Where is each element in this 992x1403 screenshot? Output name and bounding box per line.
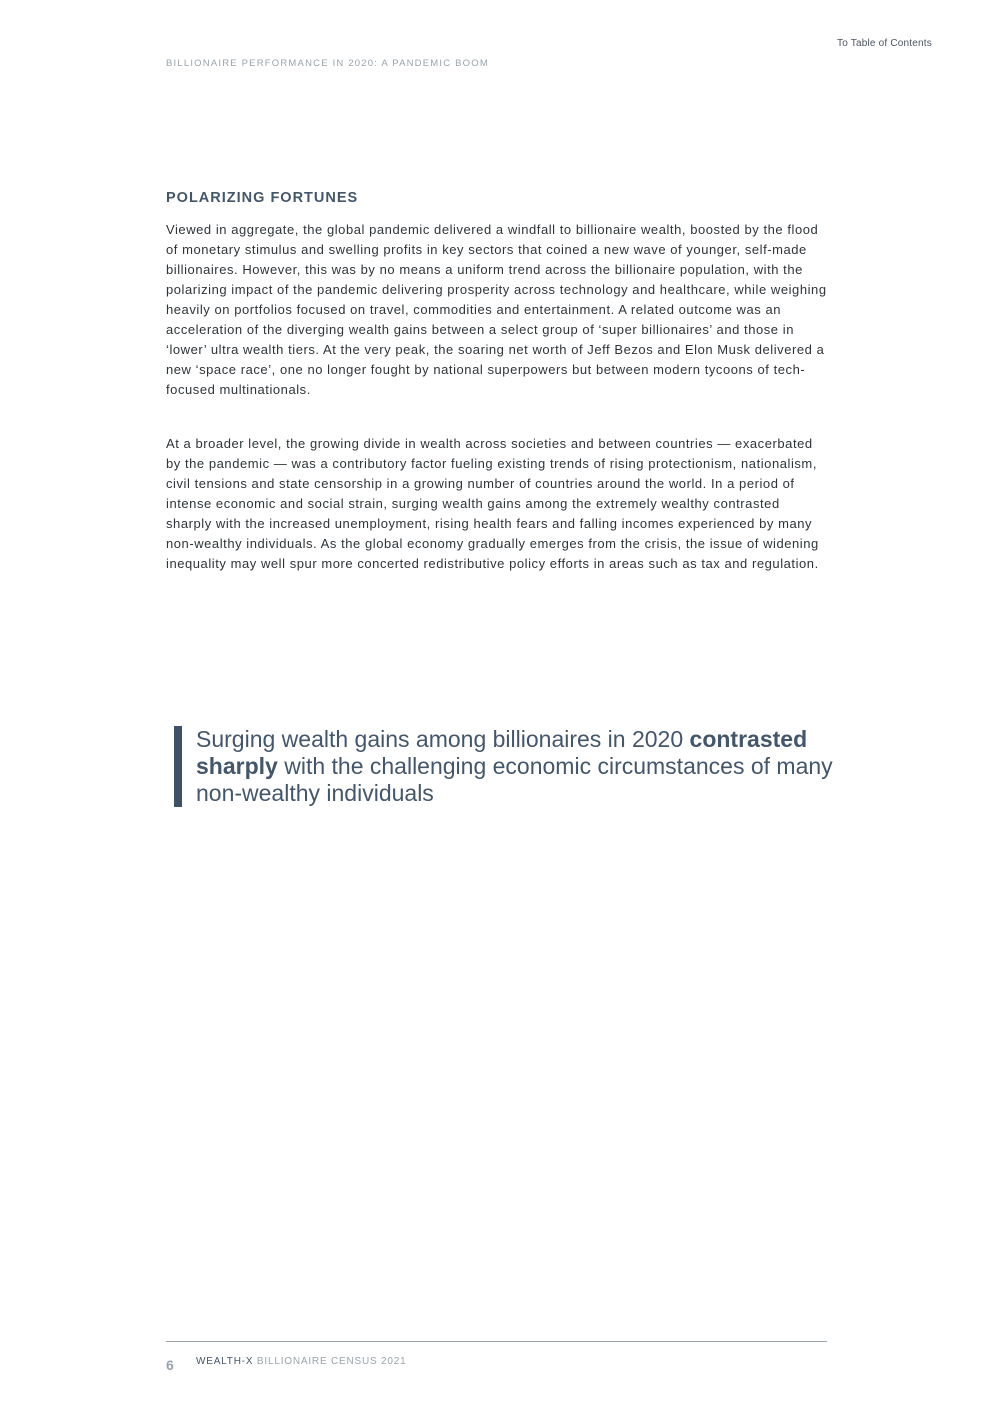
pull-quote-text: Surging wealth gains among billionaires in 2020 (196, 726, 684, 752)
pull-quote-text: with the challenging economic circumstances of many non-wealthy individuals (196, 753, 833, 806)
footer-title-text: BILLIONAIRE CENSUS 2021 (256, 1356, 407, 1367)
body-paragraph: Viewed in aggregate, the global pandemic delivered a windfall to billionaire wealth, boosted by the flood of monetary stimulus and swelling profits in key sectors that coined a new wave of younger, self-made billionaires. However, this was by no means a uniform trend across the billionaire population, with the polarizing impact of the pandemic delivering prosperity across technology and healthcare, while weighing heavily on portfolios focused on travel, commodities and entertainment. A related outcome was an acceleration of the diverging wealth gains between a select group of ‘super billionaires’ and those in ‘lower’ ultra wealth tiers. At the very peak, the soaring net worth of Jeff Bezos and Elon Musk delivered a new ‘space race’, one no longer fought by national superpowers but between modern tycoons of tech-focused multinationals. (166, 222, 827, 397)
page-number: 6 (166, 1357, 174, 1373)
table-of-contents-link[interactable]: To Table of Contents (837, 38, 932, 49)
section-title: POLARIZING FORTUNES (166, 190, 359, 206)
footer-divider (166, 1341, 827, 1342)
pull-quote (174, 726, 846, 807)
body-paragraph: At a broader level, the growing divide in wealth across societies and between countries — exacerbated by the pandemic — was a contributory factor fueling existing trends of rising protectionism, nationalism, civil tensions and state censorship in a growing number of countries around the world. In a period of intense economic and social strain, surging wealth gains among the extremely wealthy contrasted sharply with the increased unemployment, rising health fears and falling incomes experienced by many non-wealthy individuals. As the global economy gradually emerges from the crisis, the issue of widening inequality may well spur more concerted redistributive policy efforts in areas such as tax and regulation. (166, 436, 819, 571)
pull-quote-emphasis: contrasted sharply (196, 726, 808, 779)
footer-brand: WEALTH-X (196, 1356, 254, 1367)
running-head: BILLIONAIRE PERFORMANCE IN 2020: A PANDEMIC BOOM (166, 58, 489, 69)
footer-publication-title (196, 1356, 407, 1367)
